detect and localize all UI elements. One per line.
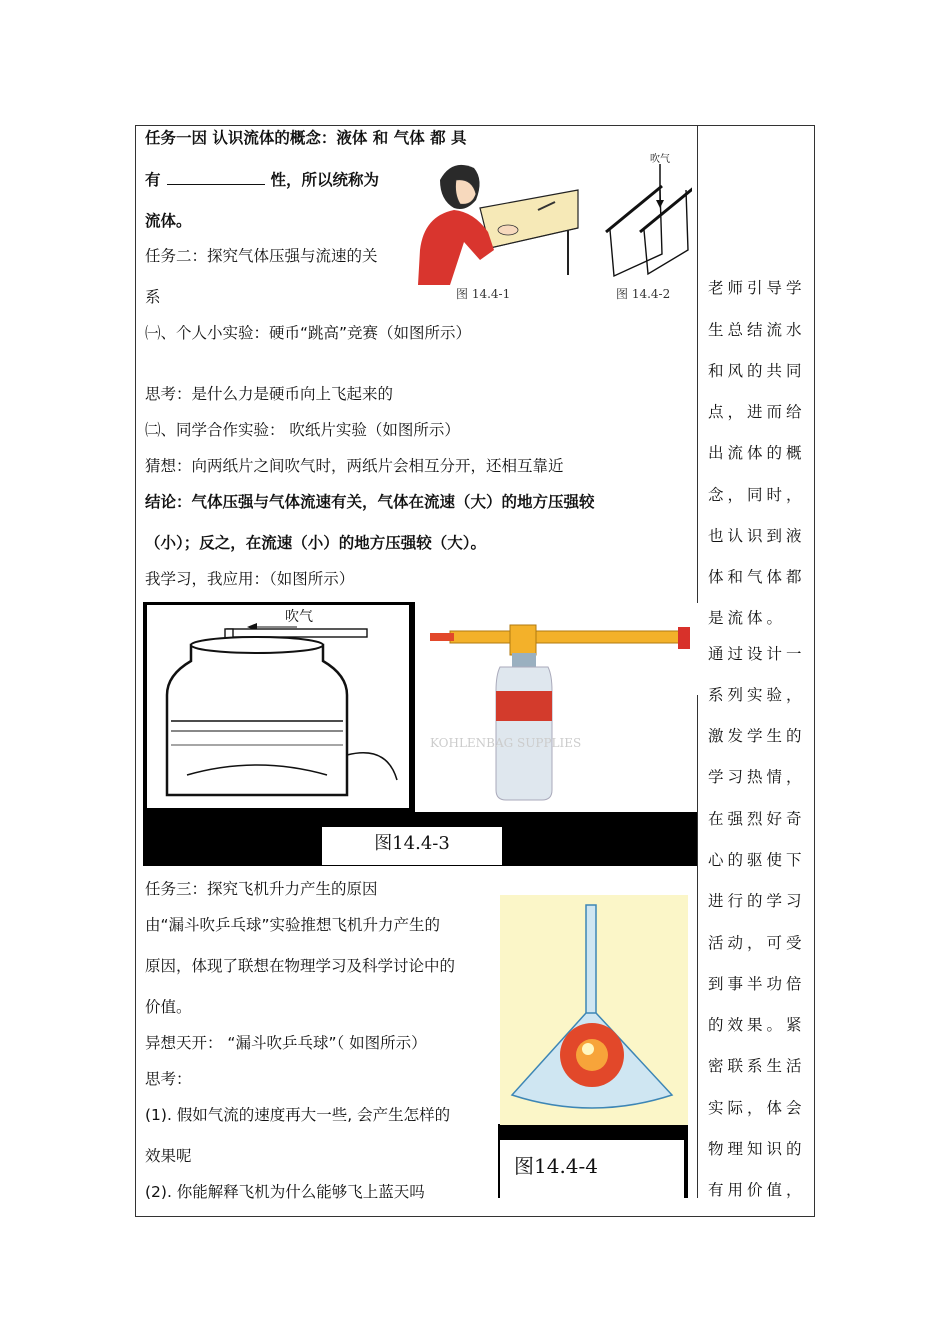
teacher-note-line: 活动，可受	[708, 934, 806, 952]
figure-girl-coin	[410, 150, 582, 285]
figure-two-papers	[600, 150, 692, 280]
teacher-note-line: 的效果。紧	[708, 1016, 806, 1034]
teacher-note-line: 念，同时，	[708, 486, 806, 504]
fig3-watermark: KOHLENBAG SUPPLIES	[430, 736, 582, 750]
task2-line1: 任务二：探究气体压强与流速的关	[145, 247, 378, 265]
teacher-note-line: 是流体。	[708, 609, 787, 627]
teacher-note-line: 点，进而给	[708, 403, 806, 421]
teacher-note-line: 心的驱使下	[708, 851, 806, 869]
teacher-note-line: 也认识到液	[708, 527, 806, 545]
think-2: 思考：	[145, 1070, 192, 1088]
imagine: 异想天开： “漏斗吹乒乓球”（ 如图所示）	[145, 1034, 427, 1052]
figure-bottle-straw	[147, 605, 409, 808]
task3-para1: 由“漏斗吹乒乓球”实验推想飞机升力产生的	[145, 916, 441, 934]
teacher-note-line: 出流体的概	[708, 444, 806, 462]
fig3-label: 吹气	[285, 609, 313, 625]
teacher-note-line: 和风的共同	[708, 362, 806, 380]
teacher-note-line: 系列实验，	[708, 686, 806, 704]
task1-line2: 有 性，所以统称为	[145, 171, 380, 189]
fig2-caption: 图 14.4-2	[616, 287, 671, 301]
teacher-note-line: 有用价值，	[708, 1181, 806, 1199]
task3-para2: 原因，体现了联想在物理学习及科学讨论中的	[145, 957, 456, 975]
teacher-note-line: 学习热情，	[708, 768, 806, 786]
think-1: 思考：是什么力是硬币向上飞起来的	[145, 385, 394, 403]
figure-funnel-ball	[500, 895, 688, 1125]
task3-heading: 任务三：探究飞机升力产生的原因	[145, 880, 378, 898]
question-2: (2). 你能解释飞机为什么能够飞上蓝天吗	[145, 1183, 425, 1201]
fig2-label: 吹气	[650, 154, 670, 165]
teacher-note-line: 生总结流水	[708, 321, 806, 339]
column-divider-top	[697, 125, 698, 603]
teacher-note-line: 体和气体都	[708, 568, 806, 586]
fill-blank[interactable]	[167, 170, 265, 185]
teacher-note-line: 激发学生的	[708, 727, 806, 745]
question-1a: (1). 假如气流的速度再大一些, 会产生怎样的	[145, 1106, 451, 1124]
fig4-caption: 图14.4-4	[514, 1154, 599, 1178]
teacher-note-line: 到事半功倍	[708, 975, 806, 993]
conclusion-line1: 结论：气体压强与气体流速有关，气体在流速（大）的地方压强较	[145, 493, 595, 511]
teacher-note-line: 物理知识的	[708, 1140, 806, 1158]
figure-spray-bottle	[420, 605, 697, 810]
guess: 猜想：向两纸片之间吹气时，两纸片会相互分开，还相互靠近	[145, 457, 564, 475]
teacher-note-line: 密联系生活	[708, 1057, 806, 1075]
fig1-caption: 图 14.4-1	[456, 287, 511, 301]
teacher-note-line: 通过设计一	[708, 645, 806, 663]
task3-para3: 价值。	[145, 998, 192, 1016]
teacher-note-line: 实际，体会	[708, 1099, 806, 1117]
experiment-1: ㈠、个人小实验：硬币“跳高”竞赛（如图所示）	[145, 324, 472, 342]
task2-line2: 系	[145, 288, 161, 306]
column-divider-bottom	[697, 695, 698, 1198]
teacher-note-line: 在强烈好奇	[708, 810, 806, 828]
apply-heading: 我学习，我应用：（如图所示）	[145, 570, 355, 588]
task1-line3: 流体。	[145, 212, 192, 230]
experiment-2: ㈡、同学合作实验： 吹纸片实验（如图所示）	[145, 421, 460, 439]
fig3-caption: 图14.4-3	[322, 827, 502, 865]
task1-line1: 任务一因 认识流体的概念：液体 和 气体 都 具	[145, 129, 467, 147]
question-1b: 效果呢	[145, 1147, 192, 1165]
conclusion-line2: （小）；反之，在流速（小）的地方压强较（大）。	[145, 534, 487, 552]
teacher-note-line: 进行的学习	[708, 892, 806, 910]
teacher-note-line: 老师引导学	[708, 279, 806, 297]
